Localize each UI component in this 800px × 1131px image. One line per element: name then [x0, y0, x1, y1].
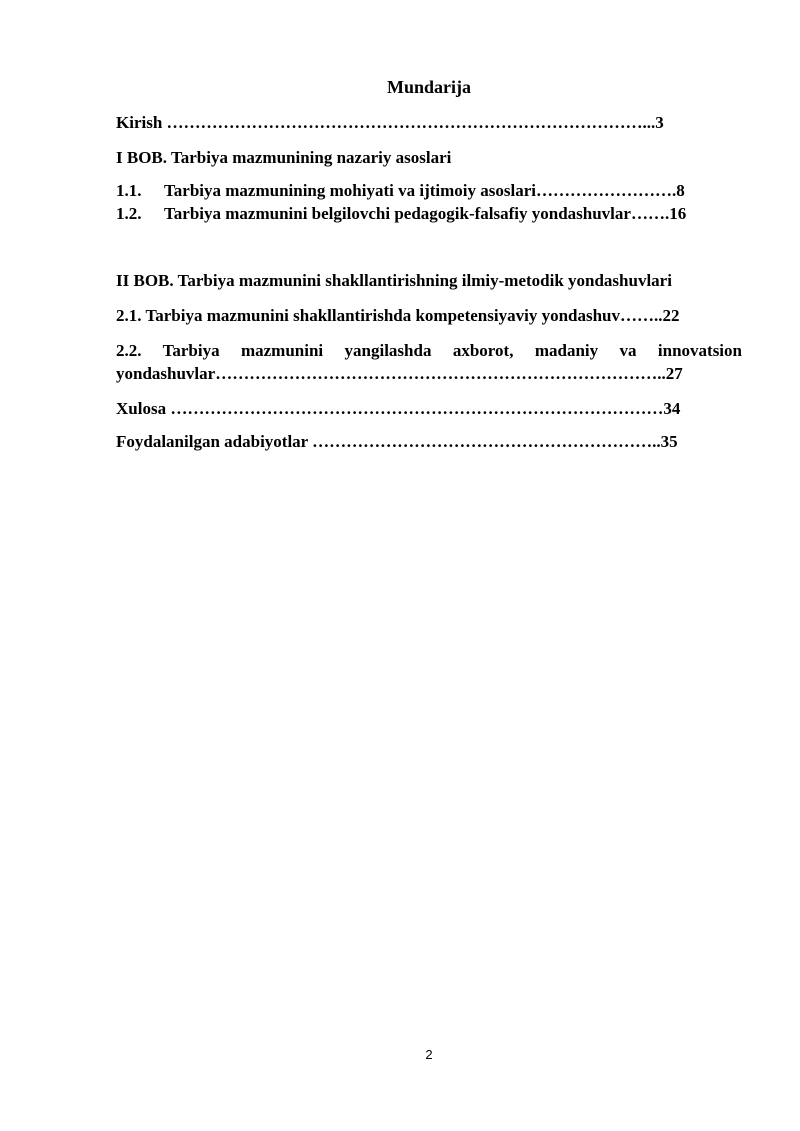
toc-chapter-text: I BOB. Tarbiya mazmunining nazariy asoslari	[116, 148, 452, 167]
toc-chapter-2-heading[interactable]	[116, 270, 742, 292]
toc-title: Mundarija	[386, 77, 471, 97]
toc-entry-text: yondashuvlar……………………………………………………………………..27	[116, 364, 683, 383]
toc-chapter-text: II BOB. Tarbiya mazmunini shakllantirishning ilmiy-metodik yondashuvlari	[116, 271, 672, 290]
toc-entry-number: 1.1.	[116, 181, 142, 200]
toc-entry-text: Foydalanilgan adabiyotlar ……………………………………………………..35	[116, 432, 678, 451]
toc-chapter-1-heading[interactable]	[116, 147, 742, 169]
toc-entry-text: Tarbiya mazmunining mohiyati va ijtimoiy asoslari…………………….8	[164, 181, 685, 200]
toc-entry-2-2-line-2[interactable]	[116, 363, 742, 385]
toc-entry-text: 2.1. Tarbiya mazmunini shakllantirishda kompetensiyaviy yondashuv……..22	[116, 306, 680, 325]
toc-entry-text: Xulosa ……………………………………………………………………………34	[116, 399, 681, 418]
page-number: 2	[425, 1047, 433, 1062]
toc-entry-intro[interactable]	[116, 112, 742, 134]
toc-entry-text: Tarbiya mazmunini belgilovchi pedagogik-falsafiy yondashuvlar…….16	[164, 204, 687, 223]
toc-entry-number: 1.2.	[116, 204, 142, 223]
toc-entry-references[interactable]	[116, 431, 742, 453]
toc-entry-1-2[interactable]	[116, 203, 742, 225]
toc-entry-text: Kirish …………………………………………………………………………...3	[116, 113, 664, 132]
toc-entry-1-1[interactable]	[116, 180, 742, 202]
toc-entry-2-1[interactable]	[116, 305, 742, 327]
toc-entry-2-2-line-1[interactable]: 2.2. Tarbiya mazmunini yangilashda axborot, madaniy va innovatsion	[116, 341, 742, 360]
toc-entry-conclusion[interactable]	[116, 398, 742, 420]
